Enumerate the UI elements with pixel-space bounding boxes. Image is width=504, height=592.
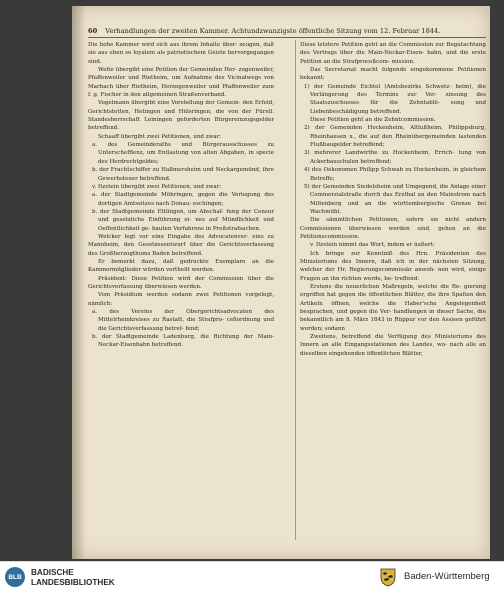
paragraph: Präsident: Diese Petition wird der Commission über die Gerichtsverfassung überwiesen werden. [88, 275, 274, 290]
viewer-footer [0, 561, 504, 592]
paragraph: v. Itzstein übergibt zwei Petitionen, und zwar: [92, 183, 222, 190]
paragraph: Schaaff übergibt zwei Petitionen, und zwar: [98, 133, 222, 140]
header-rule [88, 37, 486, 38]
page-header [88, 27, 486, 35]
paragraph: Diese letztere Petition geht an die Commission zur Begutachtung des Vertrags über die Main-Neckar-Eisen- bahn, und die erste Petition an die Strafproceßcom- mission. [300, 42, 486, 65]
paragraph: a. des Gemeinderaths und Bürgerausschusses zu Unterschefflenz, um Entlastung von alten Abgaben, in specie des Herdrechtgeldes; [92, 142, 274, 165]
paragraph: Erstens die neuerlichen Maßregeln, welche die Re- gierung ergriffen hat gegen die öffentlichen Blätter, die ihre Spalten den Artikeln öffnen, welche die Haber'sche Angelegenheit besprachen, und gegen die Ver- handlungen in dieser Sache, die bekanntlich am 8. März 1843 in Rüppur vor den Assisen geführt worden; sodann [300, 283, 486, 332]
paragraph: a. der Stadtgemeinde Möhringen, gegen die Verlegung des dortigen Amtssitzes nach Donau- eschingen; [92, 192, 274, 207]
paragraph: b. der Frachtschiffer zu Haßmersheim und Neckargemünd, ihre Gewerbsteuer betreffend. [92, 167, 274, 182]
paragraph: b. der Stadtgemeinde Ladenburg, die Richtung der Main-Neckar-Eisenbahn betreffend. [92, 334, 274, 349]
paragraph: a. des Vereins der Obergerichtsadvocaten des Mittelrheinkreises zu Rastatt, die Strafpro- ceßordnung und die Gerichtsverfassung betref- fend; [92, 309, 274, 332]
paragraph: Die sämmtlichen Petitionen, sofern sie nicht andern Commissionen überwiesen werden sind, gehen an die Petitionscommission. [300, 217, 486, 240]
paragraph: 1) der Gemeinde Eichtel (Amtsbezirks Schwetz- heim), die Verlängerung des Termins zur Ver- zinsung des Staatszuschusses für die Zehntablö- sung und Liebenbeschädigung betreffend. [304, 83, 486, 115]
paragraph: v. Itzstein nimmt das Wort, indem er äußert: [310, 242, 435, 249]
right-text-column [300, 41, 486, 358]
paragraph: 3) mehrerer Landwirthe zu Hockenheim, Errich- tung von Ackerbauschulen betreffend; [304, 150, 486, 165]
paragraph: Vogelmann übergibt eine Vorstellung der Gemein- den Erfeld, Gerichtstetten, Hetingen und Hülsringen, die von der Fürstl. Standesherrschaft Leiningen geforderten Bürgereinzugsgelder betreffend. [88, 100, 274, 132]
library-name-line1: BADISCHE [31, 568, 74, 577]
left-text-column [88, 41, 274, 350]
coat-of-arms-icon[interactable] [378, 567, 398, 587]
running-title: Verhandlungen der zweiten Kammer. Achtundzwanzigste öffentliche Sitzung vom 12. Februar 1844. [105, 27, 441, 35]
paragraph: 2) der Gemeinden Hockenheim, Altlußheim, Philippsburg, Rheinhausen x., die auf den Rheinübergemeinden lastenden Flußbaugelder betreffend; [304, 125, 486, 149]
column-divider [295, 40, 296, 540]
paragraph: Vom Präsidium werden sodann zwei Petitionen vorgelegt, nämlich: [88, 292, 274, 307]
paragraph: Diese Petition geht an die Zehntcommission. [310, 117, 436, 124]
paragraph: Welcker legt vor eine Eingabe des Advocatenver- eins zu Mannheim, den Gesetzesentwurf über die Gerichtsverfassung des Großherzogthums Baden betreffend. [88, 233, 274, 257]
paragraph: b. der Stadtgemeinde Ettlingen, um Abschaf- fung der Censur und gesetzliche Einführung ei- nes auf Mündlichkeit und Oeffentlichkeit ge- bauten Verfahrens in Preßstrafsachen. [92, 208, 274, 232]
page-number: 60 [88, 27, 98, 35]
library-name[interactable] [31, 568, 115, 587]
paragraph: 5) der Gemeinden Siedelsheim und Umgegend, die Anlage einer Commerzialstraße durch das Erzthal an den Mainstrom nach Miltenberg und an die württembergische Grenze bei Wachmühl. [304, 183, 486, 215]
paragraph: Er bemerkt dazu, daß gedruckte Exemplare an die Kammermitglieder würden vertheilt werden. [88, 258, 274, 274]
paragraph: Welte übergibt eine Petition der Gemeinden Her- zogenweiler, Pfaffenweiler und Rietheim, um Aufnahme des Vicinalwegs von Marbach über Rietheim, Herzogenweiler und Pfaffenweiler zum f. g. Fischer in den allgemeinen Straßenverband. [88, 67, 274, 99]
paragraph: Ich bringe zur Kenntniß des Hrn. Präsidenten des Ministeriums des Innern, daß ich in der nächsten Sitzung, welcher der Hr. Regierungscommissär anwoh- nen wird, einige Fragen an ihn richten werde, be- treffend: [300, 250, 486, 282]
paragraph: Zweitens, betreffend die Verfügung des Ministeriums des Innern an alle Eingangsstationen des Landes, wo- nach alle an dieselben eingehenden öffentlichen Blätter, [300, 334, 486, 357]
library-name-line2: LANDESBIBLIOTHEK [31, 577, 115, 587]
blb-logo-icon[interactable]: BLB [5, 567, 25, 587]
paragraph: 4) des Oekonomen Philipp Schwab zu Hockenheim, in gleichem Betreffe; [304, 167, 486, 182]
paragraph: Das Secretariat macht folgende eingekommene Petitionen bekannt: [300, 67, 486, 82]
page-gutter-shadow [72, 6, 86, 559]
paragraph: Die hohe Kammer wird sich aus ihrem Inhalte über- zeugen, daß sie aus eben so loyalem als patriotischem Geiste hervorgegangen sind. [88, 42, 274, 65]
state-name[interactable]: Baden-Württemberg [404, 571, 490, 582]
